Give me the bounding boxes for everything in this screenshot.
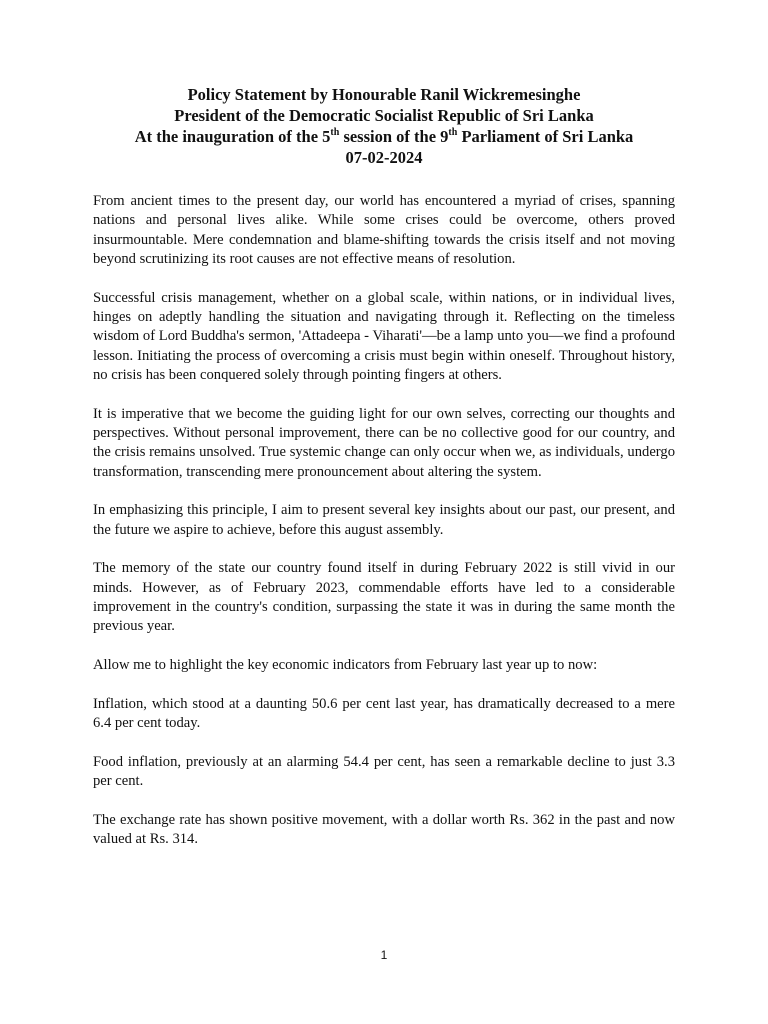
paragraph-1: From ancient times to the present day, our world has encountered a myriad of crises, spanning nations and personal lives alike. While some crises could be overcome, others proved insurmountable. Mere condemnation and blame-shifting towards the crisis itself and not moving beyond scrutinizing its root causes are not effective means of resolution. bbox=[93, 193, 675, 267]
paragraph-8: Food inflation, previously at an alarming 54.4 per cent, has seen a remarkable decline to just 3.3 per cent. bbox=[93, 754, 675, 790]
paragraph-5: The memory of the state our country found itself in during February 2022 is still vivid in our minds. However, as of February 2023, commendable efforts have led to a considerable improvement in the country's condition, surpassing the state it was in during the same month the previous year. bbox=[93, 560, 675, 635]
document-page bbox=[93, 84, 675, 869]
paragraph-4: In emphasizing this principle, I aim to present several key insights about our past, our present, and the future we aspire to achieve, before this august assembly. bbox=[93, 502, 675, 538]
paragraph-2: Successful crisis management, whether on a global scale, within nations, or in individual lives, hinges on adeptly handling the situation and navigating through it. Reflecting on the timeless wisdom of Lord Buddha's sermon, 'Attadeepa - Viharati'—be a lamp unto you—we find a profound lesson. Initiating the process of overcoming a crisis must begin within oneself. Throughout history, no crisis has been conquered solely through pointing fingers at others. bbox=[93, 289, 675, 383]
heading-office: President of the Democratic Socialist Republic of Sri Lanka bbox=[174, 106, 594, 125]
heading-occasion: At the inauguration of the 5th session of the 9th Parliament of Sri Lanka bbox=[134, 126, 634, 146]
document-heading bbox=[93, 84, 675, 168]
heading-title: Policy Statement by Honourable Ranil Wickremesinghe bbox=[187, 85, 581, 104]
paragraph-6: Allow me to highlight the key economic indicators from February last year up to now: bbox=[93, 657, 598, 674]
heading-date: 07-02-2024 bbox=[345, 148, 423, 167]
paragraph-3: It is imperative that we become the guiding light for our own selves, correcting our thoughts and perspectives. Without personal improvement, there can be no collective good for our country, and the crisis remains unsolved. True systemic change can only occur when we, as individuals, undergo transformation, transcending mere pronouncement about altering the system. bbox=[93, 405, 675, 480]
paragraph-9: The exchange rate has shown positive movement, with a dollar worth Rs. 362 in the past and now valued at Rs. 314. bbox=[93, 812, 675, 848]
paragraph-7: Inflation, which stood at a daunting 50.6 per cent last year, has dramatically decreased to a mere 6.4 per cent today. bbox=[93, 695, 675, 732]
page-number: 1 bbox=[380, 948, 388, 962]
